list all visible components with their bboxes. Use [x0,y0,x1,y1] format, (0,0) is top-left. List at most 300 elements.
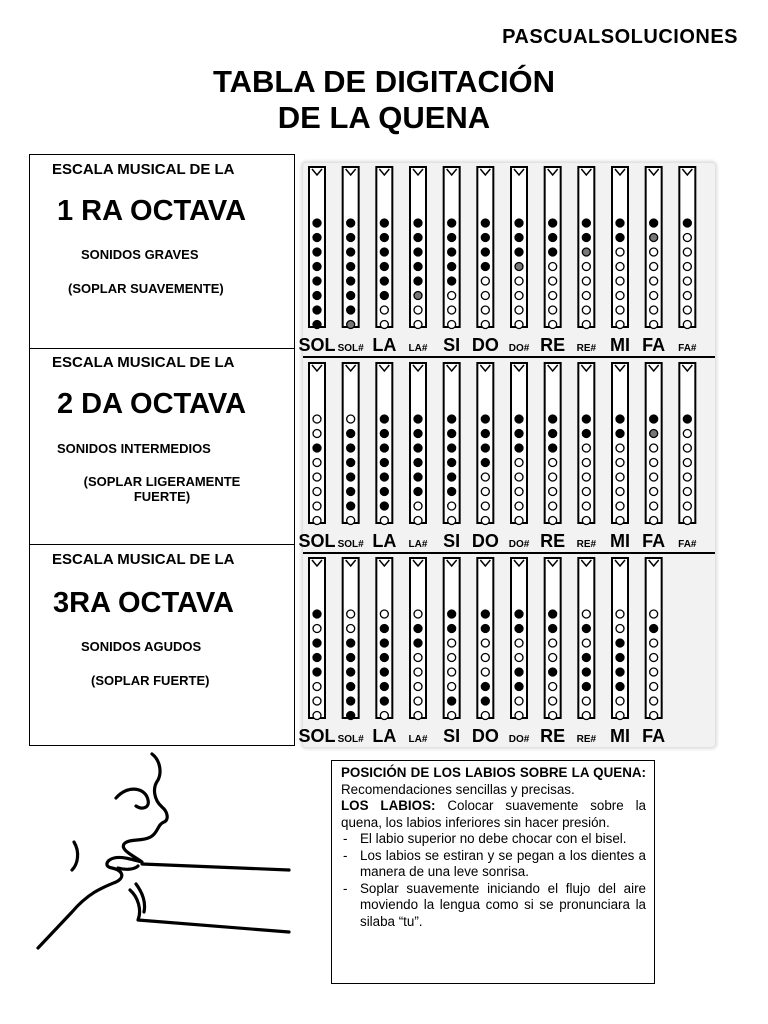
note-label: RE# [576,734,597,745]
note-label: RE [540,531,566,551]
brand-name: PASCUALSOLUCIONES [502,26,738,48]
finger-hole [380,488,388,496]
quena-tube [646,558,662,718]
finger-hole [650,219,658,227]
finger-hole [448,219,456,227]
finger-hole [616,277,624,285]
finger-hole [549,277,557,285]
octave-sound: SONIDOS INTERMEDIOS [57,441,211,456]
finger-hole [347,459,355,467]
finger-hole [481,610,489,618]
quena-tube [511,558,527,718]
finger-hole [347,517,355,525]
finger-hole [582,263,590,271]
finger-hole [515,517,523,525]
finger-hole [515,277,523,285]
finger-hole [549,234,557,242]
finger-hole [616,292,624,300]
note-label: LA# [408,734,428,745]
finger-hole [448,306,456,314]
note-label: SOL [298,531,336,551]
finger-hole [380,625,388,633]
finger-hole [347,415,355,423]
finger-hole [347,639,355,647]
textbox-bullets [341,831,646,930]
finger-hole [313,234,321,242]
finger-hole [515,234,523,242]
finger-hole [683,248,691,256]
textbox-bullet: - El labio superior no debe chocar con el bisel. [341,831,646,848]
finger-hole [481,321,489,329]
finger-hole [549,683,557,691]
finger-hole [616,502,624,510]
note-label: LA# [408,539,428,550]
finger-hole [347,712,355,720]
finger-hole [414,610,422,618]
finger-hole [515,502,523,510]
finger-hole [448,248,456,256]
finger-hole [313,502,321,510]
finger-hole [380,263,388,271]
finger-hole [616,625,624,633]
finger-hole [347,430,355,438]
fingering-chart [298,163,715,747]
quena-tube [679,167,695,327]
finger-hole [380,610,388,618]
note-label: FA [642,335,666,355]
finger-hole [347,306,355,314]
finger-hole [313,415,321,423]
finger-hole [481,248,489,256]
finger-hole [313,444,321,452]
finger-hole [481,654,489,662]
finger-hole [515,697,523,705]
note-label: FA [642,531,666,551]
finger-hole [582,277,590,285]
finger-hole [414,488,422,496]
finger-hole [683,321,691,329]
finger-hole [313,654,321,662]
quena-tube [612,167,628,327]
finger-hole [683,277,691,285]
finger-hole [549,321,557,329]
quena-tube [376,558,392,718]
note-label: FA [642,726,666,746]
finger-hole [549,415,557,423]
finger-hole [582,625,590,633]
fingering-row-3 [298,558,665,746]
finger-hole [414,712,422,720]
finger-hole [650,668,658,676]
quena-tube [511,363,527,523]
note-label: SOL# [337,539,364,550]
quena-tube [376,363,392,523]
finger-hole [414,277,422,285]
quena-tube [309,363,325,523]
finger-hole [347,444,355,452]
fingering-row-2 [298,363,715,553]
note-label: LA [372,335,397,355]
finger-hole [582,444,590,452]
finger-hole [616,321,624,329]
finger-hole [650,234,658,242]
finger-hole [448,654,456,662]
quena-tube [477,558,493,718]
octave-panel [29,154,295,746]
finger-hole [650,697,658,705]
finger-hole [683,473,691,481]
finger-hole [582,459,590,467]
octave-box-3 [30,545,294,745]
finger-hole [380,234,388,242]
finger-hole [448,415,456,423]
finger-hole [616,610,624,618]
quena-tube [343,167,359,327]
finger-hole [650,248,658,256]
finger-hole [313,712,321,720]
finger-hole [582,517,590,525]
finger-hole [414,459,422,467]
finger-hole [448,292,456,300]
finger-hole [515,712,523,720]
finger-hole [448,430,456,438]
finger-hole [448,683,456,691]
finger-hole [549,219,557,227]
finger-hole [347,697,355,705]
octave-name: 1 RA OCTAVA [57,195,247,227]
note-label: MI [610,726,630,746]
quena-tube [410,167,426,327]
finger-hole [380,683,388,691]
note-label: RE# [576,539,597,550]
finger-hole [616,654,624,662]
finger-hole [313,306,321,314]
finger-hole [481,683,489,691]
finger-hole [380,668,388,676]
finger-hole [313,430,321,438]
finger-hole [515,415,523,423]
finger-hole [380,517,388,525]
finger-hole [414,625,422,633]
note-label: LA# [408,343,428,354]
finger-hole [414,321,422,329]
finger-hole [347,263,355,271]
note-label: SOL [298,335,336,355]
finger-hole [515,248,523,256]
finger-hole [414,639,422,647]
textbox-bullet: - Soplar suavemente iniciando el flujo del aire moviendo la lengua como si se pronunciara la silaba “tu”. [341,881,646,931]
finger-hole [448,502,456,510]
finger-hole [616,517,624,525]
finger-hole [414,517,422,525]
finger-hole [515,292,523,300]
finger-hole [616,697,624,705]
finger-hole [313,292,321,300]
finger-hole [448,277,456,285]
finger-hole [582,248,590,256]
finger-hole [414,502,422,510]
finger-hole [448,263,456,271]
finger-hole [683,502,691,510]
quena-tube [410,363,426,523]
textbox-heading-rest: Recomendaciones sencillas y precisas. [341,781,575,797]
textbox-heading-bold: POSICIÓN DE LOS LABIOS SOBRE LA QUENA: [341,765,646,780]
finger-hole [549,668,557,676]
quena-tube [612,363,628,523]
finger-hole [549,712,557,720]
note-label: RE [540,335,566,355]
finger-hole [481,459,489,467]
finger-hole [616,459,624,467]
finger-hole [515,488,523,496]
octave-heading: ESCALA MUSICAL DE LA [52,161,235,178]
finger-hole [650,430,658,438]
finger-hole [549,473,557,481]
note-label: SI [443,335,461,355]
finger-hole [481,263,489,271]
quena-tube [545,363,561,523]
finger-hole [448,712,456,720]
finger-hole [448,234,456,242]
finger-hole [380,430,388,438]
finger-hole [481,430,489,438]
finger-hole [347,277,355,285]
finger-hole [481,473,489,481]
finger-hole [481,517,489,525]
quena-tube [444,363,460,523]
finger-hole [515,668,523,676]
finger-hole [448,625,456,633]
finger-hole [582,668,590,676]
note-label: DO# [508,734,530,745]
finger-hole [448,610,456,618]
finger-hole [380,459,388,467]
finger-hole [481,625,489,633]
note-label: MI [610,335,630,355]
finger-hole [549,502,557,510]
finger-hole [313,488,321,496]
finger-hole [683,263,691,271]
finger-hole [549,488,557,496]
finger-hole [582,712,590,720]
quena-tube [511,167,527,327]
page-title [0,64,768,136]
finger-hole [481,668,489,676]
finger-hole [616,430,624,438]
finger-hole [549,263,557,271]
finger-hole [414,219,422,227]
quena-tube [679,363,695,523]
quena-tube [376,167,392,327]
finger-hole [616,248,624,256]
finger-hole [448,473,456,481]
finger-hole [414,697,422,705]
octave-heading: ESCALA MUSICAL DE LA [52,354,235,371]
finger-hole [650,444,658,452]
finger-hole [380,502,388,510]
finger-hole [414,654,422,662]
finger-hole [414,234,422,242]
finger-hole [313,459,321,467]
finger-hole [650,306,658,314]
lips-position-textbox [331,760,655,984]
note-label: SI [443,726,461,746]
finger-hole [313,263,321,271]
quena-tube [444,167,460,327]
finger-hole [650,610,658,618]
finger-hole [414,444,422,452]
finger-hole [582,306,590,314]
finger-hole [549,444,557,452]
finger-hole [481,639,489,647]
finger-hole [549,517,557,525]
finger-hole [683,430,691,438]
textbox-lips-bold: LOS LABIOS: [341,798,436,813]
finger-hole [347,321,355,329]
finger-hole [549,654,557,662]
note-label: LA [372,531,397,551]
finger-hole [549,625,557,633]
note-label: FA# [678,539,697,550]
finger-hole [313,321,321,329]
quena-tube [477,363,493,523]
finger-hole [650,712,658,720]
finger-hole [582,219,590,227]
finger-hole [582,654,590,662]
finger-hole [448,697,456,705]
quena-tube [444,558,460,718]
finger-hole [313,639,321,647]
finger-hole [515,321,523,329]
finger-hole [683,488,691,496]
finger-hole [481,444,489,452]
finger-hole [616,639,624,647]
finger-hole [515,683,523,691]
finger-hole [448,639,456,647]
finger-hole [481,697,489,705]
note-label: DO# [508,539,530,550]
finger-hole [515,610,523,618]
quena-tube [578,558,594,718]
finger-hole [515,654,523,662]
finger-hole [313,219,321,227]
finger-hole [650,683,658,691]
finger-hole [582,473,590,481]
note-label: SOL [298,726,336,746]
finger-hole [313,683,321,691]
finger-hole [347,610,355,618]
octave-instruction: (SOPLAR FUERTE) [91,673,210,688]
quena-tube [309,558,325,718]
finger-hole [616,473,624,481]
finger-hole [380,277,388,285]
finger-hole [549,306,557,314]
finger-hole [650,263,658,271]
finger-hole [313,517,321,525]
quena-tube [646,363,662,523]
finger-hole [549,292,557,300]
finger-hole [515,263,523,271]
octave-name: 3RA OCTAVA [53,587,234,619]
finger-hole [380,712,388,720]
note-label: RE# [576,343,597,354]
title-line-1: TABLA DE DIGITACIÓN [212,64,556,99]
finger-hole [650,415,658,423]
finger-hole [380,219,388,227]
finger-hole [515,639,523,647]
finger-hole [347,668,355,676]
finger-hole [481,234,489,242]
finger-hole [347,234,355,242]
octave-box-1 [30,155,294,349]
finger-hole [380,306,388,314]
finger-hole [616,263,624,271]
quena-tube [545,167,561,327]
note-label: DO# [508,343,530,354]
finger-hole [313,277,321,285]
finger-hole [515,306,523,314]
octave-sound: SONIDOS AGUDOS [81,639,202,654]
finger-hole [313,473,321,481]
note-label: LA [372,726,397,746]
finger-hole [683,306,691,314]
finger-hole [650,654,658,662]
note-label: SOL# [337,734,364,745]
finger-hole [683,234,691,242]
quena-tube [477,167,493,327]
finger-hole [650,488,658,496]
finger-hole [380,697,388,705]
finger-hole [650,459,658,467]
finger-hole [582,292,590,300]
finger-hole [515,430,523,438]
finger-hole [650,639,658,647]
finger-hole [515,219,523,227]
finger-hole [481,415,489,423]
lips-on-quena-illustration [34,752,289,957]
note-label: DO [471,335,499,355]
finger-hole [549,639,557,647]
quena-tube [578,363,594,523]
octave-sound: SONIDOS GRAVES [81,247,199,262]
finger-hole [414,430,422,438]
note-label: DO [471,531,499,551]
finger-hole [313,668,321,676]
finger-hole [481,277,489,285]
finger-hole [347,654,355,662]
finger-hole [414,668,422,676]
textbox-bullet: - Los labios se estiran y se pegan a los dientes a manera de una leve sonrisa. [341,848,646,881]
finger-hole [582,502,590,510]
finger-hole [683,292,691,300]
finger-hole [448,668,456,676]
finger-hole [549,430,557,438]
quena-tube [545,558,561,718]
finger-hole [380,444,388,452]
title-line-2: DE LA QUENA [277,100,491,135]
finger-hole [582,683,590,691]
finger-hole [414,473,422,481]
octave-name: 2 DA OCTAVA [57,388,247,420]
finger-hole [616,488,624,496]
finger-hole [616,683,624,691]
finger-hole [683,517,691,525]
finger-hole [549,248,557,256]
note-label: DO [471,726,499,746]
quena-tube [309,167,325,327]
finger-hole [683,444,691,452]
finger-hole [616,219,624,227]
